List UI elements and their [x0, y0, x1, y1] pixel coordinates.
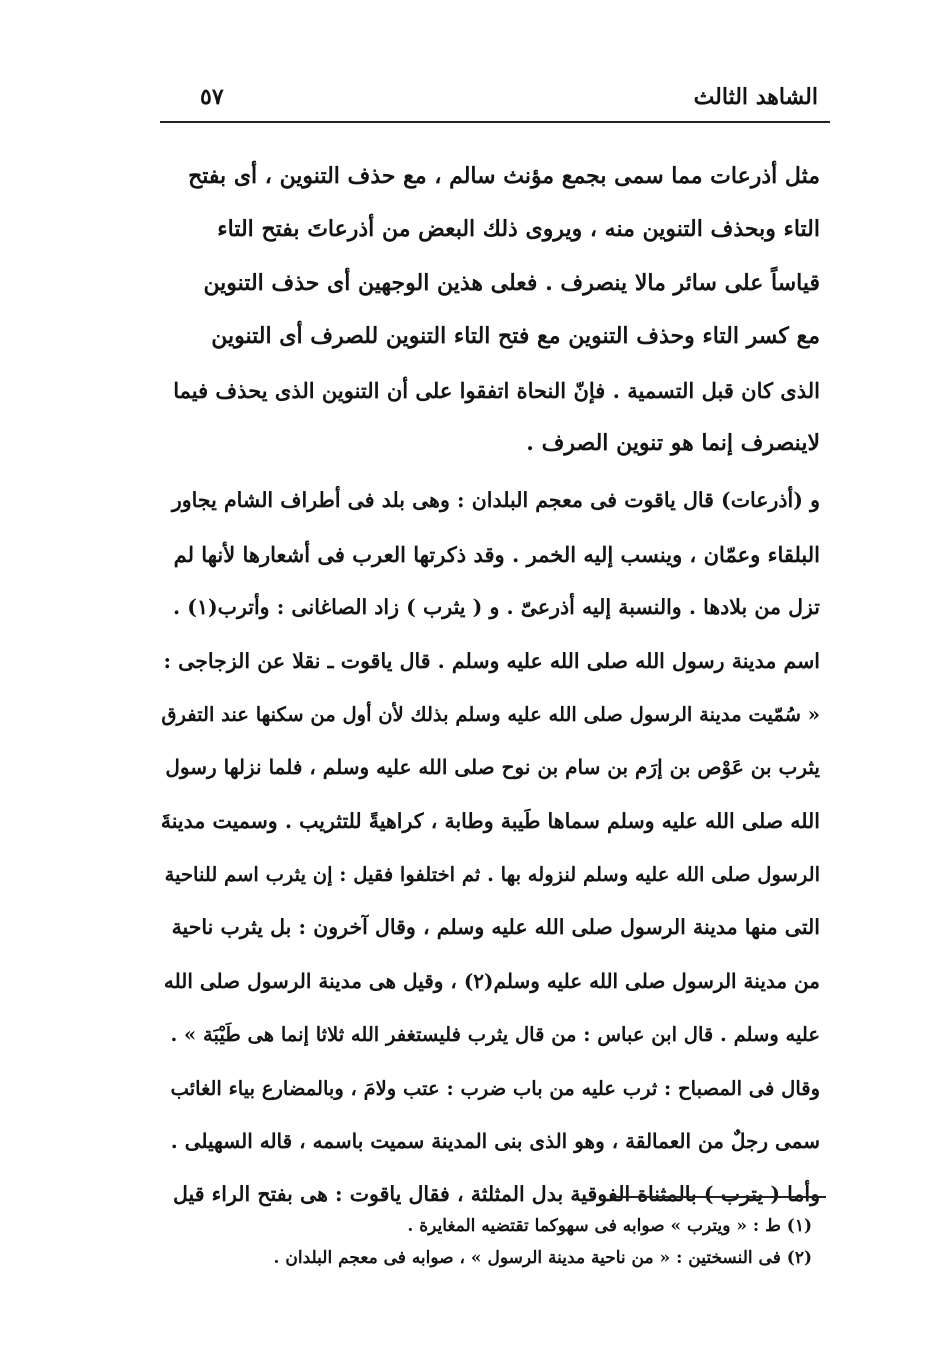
- footnotes: [160, 1210, 820, 1274]
- footnote-1: (١) ط : « ويترب » صوابه فى سهوكما تقتضيه المغايرة .: [407, 1216, 812, 1236]
- text-line: الله صلى الله عليه وسلم سماها طَيبة وطابة ، كراهيةً للتثريب . وسميت مدينةَ: [160, 808, 820, 833]
- text-line: مثل أذرعات مما سمى بجمع مؤنث سالم ، مع حذف التنوين ، أى بفتح: [188, 163, 820, 189]
- text-line: البلقاء وعمّان ، وينسب إليه الخمر . وقد ذكرتها العرب فى أشعارها لأنها لم: [173, 541, 820, 567]
- text-line: تزل من بلادها . والنسبة إليه أذرعىّ . و ( يثرب ) زاد الصاغانى : وأترب(١) .: [172, 595, 820, 620]
- text-line: مع كسر التاء وحذف التنوين مع فتح التاء التنوين للصرف أى التنوين: [211, 323, 820, 350]
- text-line: الذى كان قبل التسمية . فإنّ النحاة اتفقوا على أن التنوين الذى يحذف فيما: [173, 377, 820, 403]
- text-line: وأما ( يترب ) بالمثناة الفوقية بدل المثلثة ، فقال ياقوت : هى بفتح الراء قيل: [173, 1182, 820, 1207]
- text-line: سمى رجلٌ من العمالقة ، وهو الذى بنى المدينة سميت باسمه ، قاله السهيلى .: [170, 1129, 820, 1154]
- text-line: « سُمّيت مدينة الرسول صلى الله عليه وسلم بذلك لأن أول من سكنها عند التفرق: [161, 702, 820, 726]
- body-text: [160, 150, 820, 1222]
- text-line: الرسول صلى الله عليه وسلم لنزوله بها . ثم اختلفوا فقيل : إن يثرب اسم للناحية: [164, 863, 820, 887]
- text-line: يثرب بن عَوْص بن إرَم بن سام بن نوح صلى الله عليه وسلم ، فلما نزلها رسول: [165, 755, 820, 780]
- footnote-2: (٢) فى النسختين : « من ناحية مدينة الرسول » ، صوابه فى معجم البلدان .: [273, 1248, 812, 1268]
- page-header: [160, 80, 830, 116]
- text-line: عليه وسلم . قال ابن عباس : من قال يثرب فليستغفر الله ثلاثا إنما هى طَيْبَة » .: [170, 1023, 820, 1047]
- text-line: التاء وبحذف التنوين منه ، ويروى ذلك البعض من أذرعاتَ بفتح التاء: [217, 216, 820, 243]
- running-title: الشاهد الثالث: [693, 84, 818, 110]
- header-rule: [160, 121, 830, 123]
- text-line: التى منها مدينة الرسول صلى الله عليه وسلم ، وقال آخرون : بل يثرب ناحية: [171, 915, 820, 940]
- footnote-rule: [612, 1196, 826, 1198]
- text-line: اسم مدينة رسول الله صلى الله عليه وسلم . قال ياقوت ـ نقلا عن الزجاجى :: [163, 648, 820, 673]
- paragraph-2: [160, 474, 820, 1221]
- text-line: وقال فى المصباح : ثرب عليه من باب ضرب : عتب ولامَ ، وبالمضارع بياء الغائب: [170, 1076, 820, 1100]
- paragraph-1: [160, 150, 820, 470]
- text-line: لاينصرف إنما هو تنوين الصرف .: [526, 429, 820, 456]
- page-number: ٥٧: [200, 84, 224, 110]
- text-line: و (أذرعات) قال ياقوت فى معجم البلدان : وهى بلد فى أطراف الشام يجاور: [171, 488, 820, 513]
- text-line: قياساً على سائر مالا ينصرف . فعلى هذين الوجهين أى حذف التنوين: [203, 269, 820, 296]
- text-line: من مدينة الرسول صلى الله عليه وسلم(٢) ، وقيل هى مدينة الرسول صلى الله: [163, 968, 820, 993]
